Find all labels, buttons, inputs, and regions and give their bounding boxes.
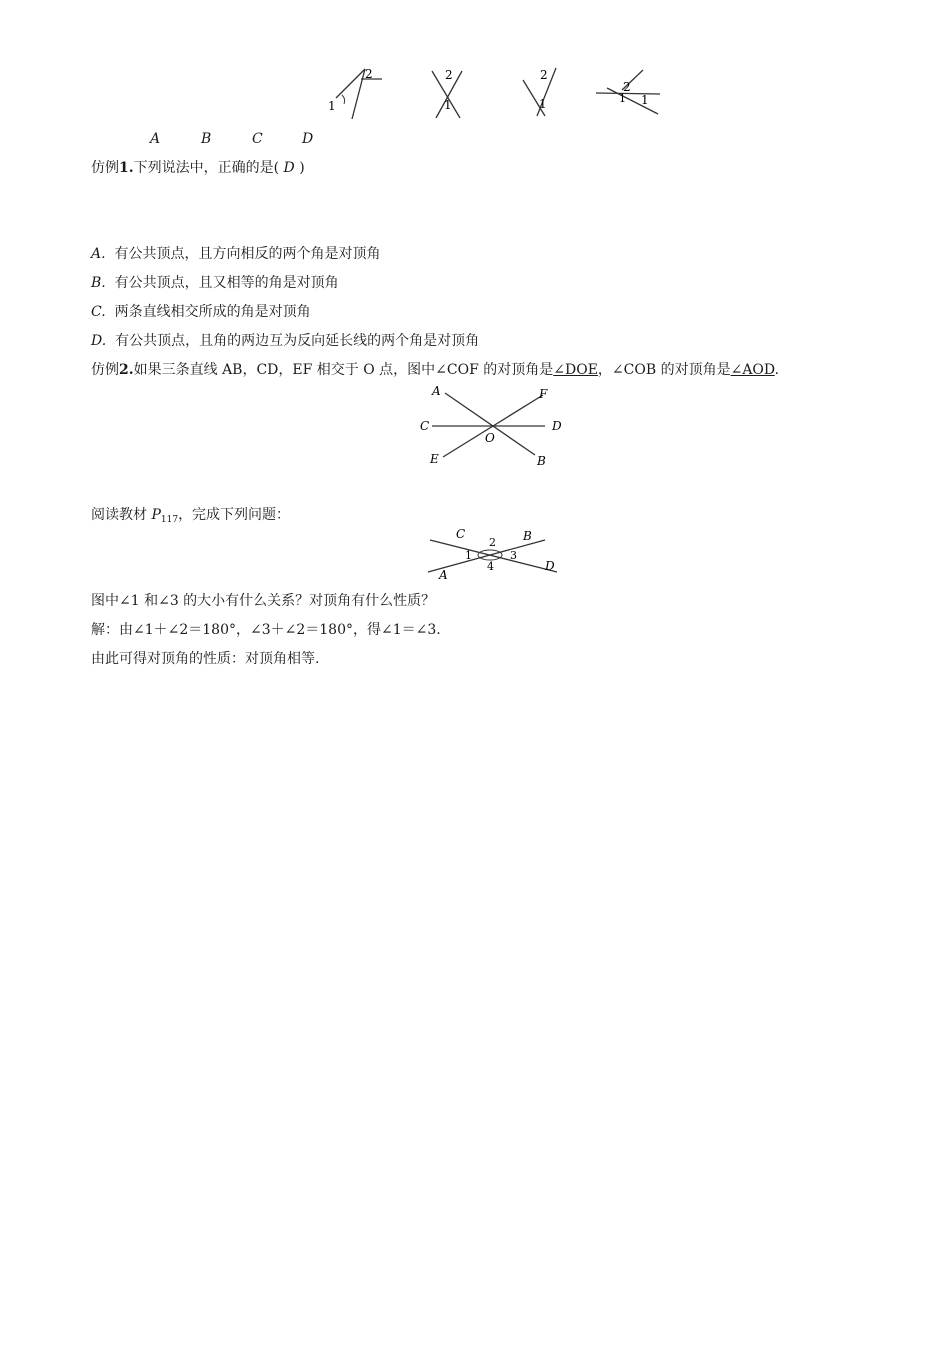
example2-text-a: 如果三条直线 AB，CD，EF 相交于 O 点，图中∠COF 的对顶角是 bbox=[133, 362, 554, 378]
example2-question bbox=[91, 361, 779, 379]
figure-c bbox=[523, 68, 556, 116]
example2-text-b: ，∠COB 的对顶角是 bbox=[597, 362, 731, 378]
conclusion-line: 由此可得对顶角的性质：对顶角相等. bbox=[91, 651, 320, 667]
option-d bbox=[91, 332, 479, 350]
fig3-label-a: A bbox=[439, 568, 448, 582]
figure-d-label-2: 2 bbox=[623, 80, 631, 94]
option-letter-b: B bbox=[201, 131, 212, 147]
option-c-letter: C. bbox=[91, 304, 106, 320]
option-b-text: 有公共顶点，且又相等的角是对顶角 bbox=[114, 275, 339, 291]
fig2-label-d: D bbox=[552, 419, 562, 433]
fig2-label-c: C bbox=[420, 419, 430, 433]
figure-a bbox=[328, 67, 382, 119]
fig3-label-2: 2 bbox=[489, 536, 496, 549]
reading-text-b: ，完成下列问题： bbox=[178, 507, 291, 523]
fig3-label-1: 1 bbox=[465, 549, 472, 562]
option-a bbox=[91, 245, 380, 263]
example2-answer-1: ∠DOE bbox=[553, 362, 598, 378]
figure-b-label-2: 2 bbox=[445, 68, 453, 82]
example2-figure bbox=[415, 380, 575, 472]
solution-line: 解：由∠1＋∠2＝180°，∠3＋∠2＝180°，得∠1＝∠3. bbox=[91, 622, 441, 638]
fig2-label-e: E bbox=[430, 452, 439, 466]
figure-a-label-1: 1 bbox=[328, 99, 336, 113]
example1-number: 1. bbox=[119, 160, 134, 176]
figure-b bbox=[432, 68, 462, 118]
option-a-text: 有公共顶点，且方向相反的两个角是对顶角 bbox=[114, 246, 381, 262]
example1-prefix: 仿例 bbox=[91, 160, 119, 176]
reading-text-a: 阅读教材 bbox=[91, 507, 152, 523]
fig2-label-a: A bbox=[432, 384, 441, 398]
figure-d bbox=[596, 70, 660, 114]
example2-prefix: 仿例 bbox=[91, 362, 119, 378]
figure-c-label-2: 2 bbox=[540, 68, 548, 82]
fig2-label-b: B bbox=[537, 454, 546, 468]
reading-page-number: 117 bbox=[160, 515, 179, 525]
option-b-letter: B. bbox=[91, 275, 106, 291]
figure-d-label-1a: 1 bbox=[619, 92, 626, 105]
figure-a-label-2: 2 bbox=[365, 67, 373, 81]
fig2-label-o: O bbox=[485, 431, 495, 445]
figure-b-label-1: 1 bbox=[444, 98, 452, 112]
option-d-text: 有公共顶点，且角的两边互为反向延长线的两个角是对顶角 bbox=[115, 333, 480, 349]
example2-number: 2. bbox=[119, 362, 134, 378]
fig3-label-b: B bbox=[523, 529, 532, 543]
option-letter-d: D bbox=[302, 131, 314, 147]
fig3-label-c: C bbox=[456, 527, 466, 541]
fig3-label-4: 4 bbox=[487, 560, 494, 573]
option-letter-a: A bbox=[150, 131, 161, 147]
option-c-text: 两条直线相交所成的角是对顶角 bbox=[114, 304, 311, 320]
fig3-label-d: D bbox=[545, 559, 555, 573]
option-d-letter: D. bbox=[91, 333, 107, 349]
example1-answer: D bbox=[283, 160, 295, 176]
example2-answer-2: ∠AOD bbox=[730, 362, 775, 378]
top-figures bbox=[310, 58, 670, 124]
reading-figure bbox=[420, 524, 570, 582]
option-c bbox=[91, 303, 311, 321]
example1-close: ) bbox=[299, 160, 305, 176]
fig2-label-f: F bbox=[539, 387, 548, 401]
example2-text-c: . bbox=[774, 362, 780, 378]
option-a-letter: A. bbox=[91, 246, 106, 262]
reading-page-letter: P bbox=[151, 507, 161, 523]
property-question: 图中∠1 和∠3 的大小有什么关系？对顶角有什么性质？ bbox=[91, 593, 436, 609]
example1-question bbox=[91, 159, 305, 177]
reading-instruction bbox=[91, 506, 290, 529]
fig3-label-3: 3 bbox=[510, 549, 517, 562]
figure-c-label-1: 1 bbox=[539, 97, 547, 111]
option-letter-c: C bbox=[252, 131, 263, 147]
figure-d-label-1b: 1 bbox=[641, 93, 649, 107]
example1-text: 下列说法中，正确的是( bbox=[133, 160, 280, 176]
option-b bbox=[91, 274, 339, 292]
